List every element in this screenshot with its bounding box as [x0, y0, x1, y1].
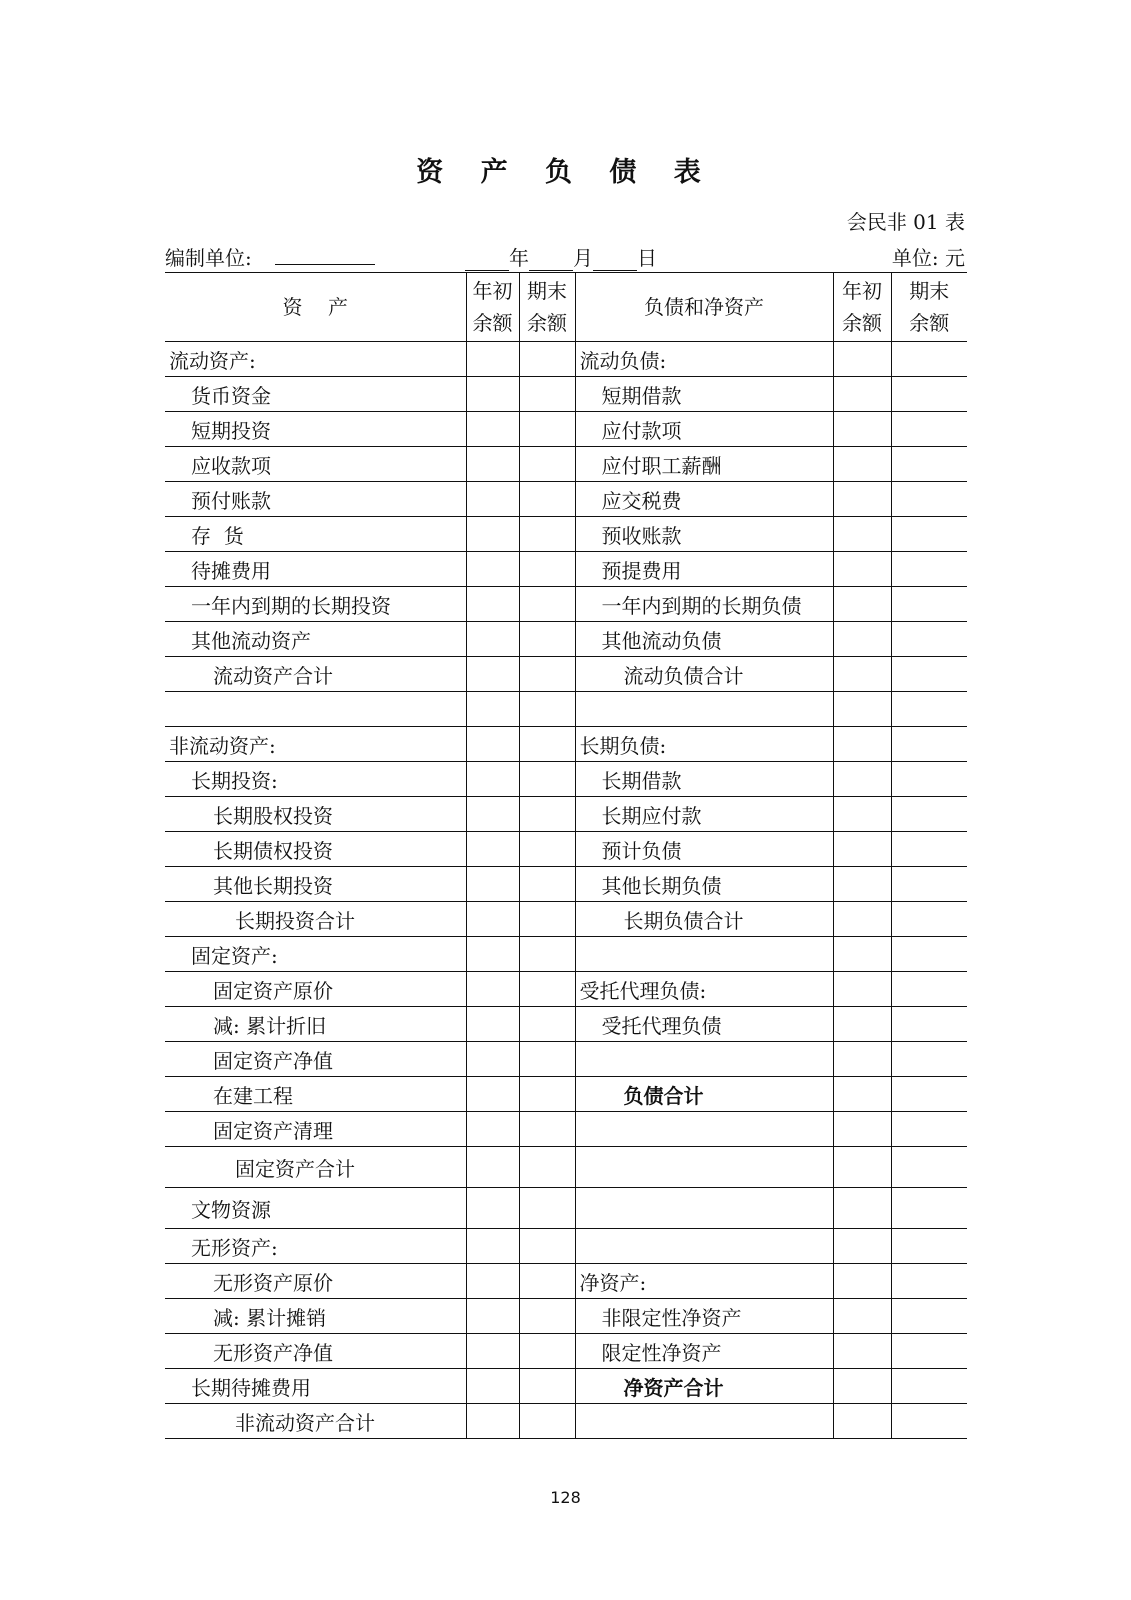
- asset-end-balance-cell[interactable]: [519, 447, 575, 482]
- asset-item-label: 固定资产清理: [165, 1112, 466, 1147]
- reporting-unit-field[interactable]: [275, 242, 375, 265]
- liability-item-label: 净资产合计: [575, 1369, 833, 1404]
- liability-begin-balance-cell[interactable]: [833, 1042, 891, 1077]
- liability-begin-balance-cell[interactable]: [833, 342, 891, 377]
- liability-begin-balance-cell[interactable]: [833, 1077, 891, 1112]
- liability-item-label: 一年内到期的长期负债: [575, 587, 833, 622]
- page-number: 128: [550, 1488, 581, 1507]
- asset-begin-balance-cell[interactable]: [466, 937, 519, 972]
- asset-begin-balance-cell[interactable]: [466, 1188, 519, 1229]
- table-row: [165, 762, 967, 797]
- table-row: [165, 867, 967, 902]
- liability-begin-balance-cell[interactable]: [833, 727, 891, 762]
- table-row: [165, 482, 967, 517]
- asset-item-label: 固定资产:: [165, 937, 466, 972]
- liability-begin-balance-cell[interactable]: [833, 622, 891, 657]
- asset-end-balance-cell[interactable]: [519, 622, 575, 657]
- asset-item-label: 预付账款: [165, 482, 466, 517]
- asset-item-label: 流动资产合计: [165, 657, 466, 692]
- asset-begin-balance-cell[interactable]: [466, 1299, 519, 1334]
- asset-item-label: 文物资源: [165, 1188, 466, 1229]
- liability-begin-balance-cell[interactable]: [833, 657, 891, 692]
- asset-end-balance-cell[interactable]: [519, 1147, 575, 1188]
- asset-item-label: 无形资产原价: [165, 1264, 466, 1299]
- asset-end-balance-cell[interactable]: [519, 1188, 575, 1229]
- asset-begin-balance-cell[interactable]: [466, 1264, 519, 1299]
- asset-begin-balance-cell[interactable]: [466, 972, 519, 1007]
- asset-end-balance-cell[interactable]: [519, 377, 575, 412]
- asset-item-label: 一年内到期的长期投资: [165, 587, 466, 622]
- table-row: [165, 1334, 967, 1369]
- liability-begin-balance-cell[interactable]: [833, 1369, 891, 1404]
- asset-begin-balance-cell[interactable]: [466, 552, 519, 587]
- liability-item-label: 长期负债:: [575, 727, 833, 762]
- table-row: [165, 1147, 967, 1188]
- liability-end-balance-cell[interactable]: [891, 1112, 967, 1147]
- asset-item-label: 长期投资:: [165, 762, 466, 797]
- asset-item-label: 非流动资产:: [165, 727, 466, 762]
- form-number: 会民非 01 表: [846, 210, 965, 234]
- asset-begin-balance-cell[interactable]: [466, 412, 519, 447]
- table-row: [165, 447, 967, 482]
- asset-begin-balance-cell[interactable]: [466, 377, 519, 412]
- asset-item-label: 在建工程: [165, 1077, 466, 1112]
- liability-end-balance-cell[interactable]: [891, 622, 967, 657]
- liability-begin-balance-cell[interactable]: [833, 482, 891, 517]
- table-row: [165, 622, 967, 657]
- liability-item-label: 预提费用: [575, 552, 833, 587]
- table-row: [165, 937, 967, 972]
- liability-end-balance-cell[interactable]: [891, 1299, 967, 1334]
- liability-end-balance-cell[interactable]: [891, 937, 967, 972]
- table-row: [165, 552, 967, 587]
- asset-begin-balance-cell[interactable]: [466, 867, 519, 902]
- asset-end-balance-cell[interactable]: [519, 657, 575, 692]
- liability-end-balance-cell[interactable]: [891, 1147, 967, 1188]
- table-row: [165, 517, 967, 552]
- asset-end-balance-cell[interactable]: [519, 937, 575, 972]
- liability-begin-balance-cell[interactable]: [833, 762, 891, 797]
- liability-end-balance-cell[interactable]: [891, 797, 967, 832]
- liability-begin-balance-cell[interactable]: [833, 902, 891, 937]
- table-row: [165, 902, 967, 937]
- asset-end-balance-cell[interactable]: [519, 517, 575, 552]
- liability-item-label: [575, 1229, 833, 1264]
- asset-end-balance-cell[interactable]: [519, 972, 575, 1007]
- asset-begin-balance-cell[interactable]: [466, 1077, 519, 1112]
- liability-begin-balance-cell[interactable]: [833, 552, 891, 587]
- table-row: [165, 1112, 967, 1147]
- page-title: 资 产 负 债 表: [416, 157, 715, 188]
- asset-begin-balance-cell[interactable]: [466, 762, 519, 797]
- asset-begin-balance-cell[interactable]: [466, 587, 519, 622]
- asset-begin-balance-cell[interactable]: [466, 797, 519, 832]
- liability-item-label: 流动负债:: [575, 342, 833, 377]
- asset-begin-balance-cell[interactable]: [466, 902, 519, 937]
- asset-begin-balance-cell[interactable]: [466, 1112, 519, 1147]
- assets-header: 资 产: [165, 273, 466, 342]
- liability-end-balance-cell[interactable]: [891, 1404, 967, 1439]
- table-row: [165, 1229, 967, 1264]
- liability-begin-balance-cell[interactable]: [833, 587, 891, 622]
- table-row: [165, 797, 967, 832]
- liability-end-balance-cell[interactable]: [891, 762, 967, 797]
- liability-end-balance-cell[interactable]: [891, 867, 967, 902]
- liability-item-label: 受托代理负债: [575, 1007, 833, 1042]
- asset-begin-balance-cell[interactable]: [466, 727, 519, 762]
- table-row: [165, 412, 967, 447]
- liability-end-balance-cell[interactable]: [891, 377, 967, 412]
- asset-begin-balance-cell[interactable]: [466, 692, 519, 727]
- report-date: [465, 242, 657, 271]
- asset-item-label: 无形资产净值: [165, 1334, 466, 1369]
- table-row: [165, 1264, 967, 1299]
- table-row: [165, 1369, 967, 1404]
- liability-begin-balance-cell[interactable]: [833, 1334, 891, 1369]
- liability-end-balance-cell[interactable]: [891, 657, 967, 692]
- table-row: [165, 1042, 967, 1077]
- liability-item-label: [575, 1042, 833, 1077]
- asset-begin-balance-cell[interactable]: [466, 657, 519, 692]
- liability-end-balance-cell[interactable]: [891, 902, 967, 937]
- liability-item-label: 长期应付款: [575, 797, 833, 832]
- asset-end-balance-cell[interactable]: [519, 902, 575, 937]
- table-row: [165, 727, 967, 762]
- asset-item-label: 长期待摊费用: [165, 1369, 466, 1404]
- liability-begin-balance-cell[interactable]: [833, 447, 891, 482]
- table-row: [165, 692, 967, 727]
- liability-end-balance-cell[interactable]: [891, 1042, 967, 1077]
- asset-end-balance-cell[interactable]: [519, 552, 575, 587]
- liability-end-balance-cell[interactable]: [891, 692, 967, 727]
- month-label: 月: [573, 246, 593, 270]
- asset-item-label: 减: 累计折旧: [165, 1007, 466, 1042]
- asset-end-balance-cell[interactable]: [519, 867, 575, 902]
- asset-item-label: 减: 累计摊销: [165, 1299, 466, 1334]
- asset-begin-balance-cell[interactable]: [466, 1229, 519, 1264]
- liability-item-label: 其他长期负债: [575, 867, 833, 902]
- asset-item-label: 长期债权投资: [165, 832, 466, 867]
- liability-begin-balance-cell[interactable]: [833, 517, 891, 552]
- asset-begin-balance-cell[interactable]: [466, 1369, 519, 1404]
- liability-item-label: [575, 1404, 833, 1439]
- liability-item-label: 受托代理负债:: [575, 972, 833, 1007]
- asset-end-balance-cell[interactable]: [519, 832, 575, 867]
- asset-end-balance-cell[interactable]: [519, 762, 575, 797]
- liability-begin-balance-cell[interactable]: [833, 937, 891, 972]
- asset-end-balance-cell[interactable]: [519, 1369, 575, 1404]
- liability-item-label: 非限定性净资产: [575, 1299, 833, 1334]
- liability-begin-balance-cell[interactable]: [833, 1404, 891, 1439]
- liabilities-begin-balance-header: 年初 余额: [833, 273, 891, 342]
- asset-item-label: 长期投资合计: [165, 902, 466, 937]
- liability-end-balance-cell[interactable]: [891, 1077, 967, 1112]
- liability-begin-balance-cell[interactable]: [833, 1229, 891, 1264]
- table-row: [165, 1404, 967, 1439]
- liability-item-label: [575, 1147, 833, 1188]
- asset-item-label: 固定资产净值: [165, 1042, 466, 1077]
- asset-end-balance-cell[interactable]: [519, 482, 575, 517]
- liability-begin-balance-cell[interactable]: [833, 797, 891, 832]
- table-row: [165, 1299, 967, 1334]
- asset-item-label: 无形资产:: [165, 1229, 466, 1264]
- liability-item-label: [575, 1112, 833, 1147]
- asset-begin-balance-cell[interactable]: [466, 517, 519, 552]
- asset-begin-balance-cell[interactable]: [466, 1404, 519, 1439]
- asset-end-balance-cell[interactable]: [519, 727, 575, 762]
- liability-end-balance-cell[interactable]: [891, 342, 967, 377]
- asset-begin-balance-cell[interactable]: [466, 1334, 519, 1369]
- asset-end-balance-cell[interactable]: [519, 1007, 575, 1042]
- table-row: [165, 1188, 967, 1229]
- asset-end-balance-cell[interactable]: [519, 692, 575, 727]
- asset-end-balance-cell[interactable]: [519, 1334, 575, 1369]
- balance-sheet-table: [165, 272, 967, 1439]
- month-field[interactable]: [529, 248, 573, 271]
- asset-end-balance-cell[interactable]: [519, 1042, 575, 1077]
- assets-end-balance-header: 期末 余额: [519, 273, 575, 342]
- table-row: [165, 342, 967, 377]
- table-row: [165, 1007, 967, 1042]
- liability-end-balance-cell[interactable]: [891, 552, 967, 587]
- table-row: [165, 1077, 967, 1112]
- year-field[interactable]: [465, 248, 509, 271]
- liability-begin-balance-cell[interactable]: [833, 972, 891, 1007]
- liability-end-balance-cell[interactable]: [891, 1188, 967, 1229]
- liability-begin-balance-cell[interactable]: [833, 692, 891, 727]
- asset-begin-balance-cell[interactable]: [466, 1042, 519, 1077]
- liability-begin-balance-cell[interactable]: [833, 1188, 891, 1229]
- report-meta: [165, 242, 965, 272]
- liability-end-balance-cell[interactable]: [891, 482, 967, 517]
- liability-end-balance-cell[interactable]: [891, 1264, 967, 1299]
- asset-end-balance-cell[interactable]: [519, 1229, 575, 1264]
- asset-begin-balance-cell[interactable]: [466, 342, 519, 377]
- liability-item-label: 限定性净资产: [575, 1334, 833, 1369]
- liability-end-balance-cell[interactable]: [891, 1369, 967, 1404]
- liabilities-end-balance-header: 期末 余额: [891, 273, 967, 342]
- table-row: [165, 587, 967, 622]
- liability-end-balance-cell[interactable]: [891, 972, 967, 1007]
- liability-item-label: 短期借款: [575, 377, 833, 412]
- table-row: [165, 832, 967, 867]
- asset-item-label: [165, 692, 466, 727]
- asset-item-label: 货币资金: [165, 377, 466, 412]
- liabilities-header: 负债和净资产: [575, 273, 833, 342]
- asset-end-balance-cell[interactable]: [519, 1112, 575, 1147]
- liability-begin-balance-cell[interactable]: [833, 1299, 891, 1334]
- liability-item-label: 其他流动负债: [575, 622, 833, 657]
- liability-begin-balance-cell[interactable]: [833, 1112, 891, 1147]
- liability-end-balance-cell[interactable]: [891, 517, 967, 552]
- asset-end-balance-cell[interactable]: [519, 587, 575, 622]
- asset-end-balance-cell[interactable]: [519, 1077, 575, 1112]
- asset-end-balance-cell[interactable]: [519, 1404, 575, 1439]
- asset-item-label: 待摊费用: [165, 552, 466, 587]
- asset-begin-balance-cell[interactable]: [466, 482, 519, 517]
- day-label: 日: [637, 246, 657, 270]
- asset-item-label: 其他长期投资: [165, 867, 466, 902]
- asset-item-label: 短期投资: [165, 412, 466, 447]
- asset-item-label: 非流动资产合计: [165, 1404, 466, 1439]
- liability-end-balance-cell[interactable]: [891, 727, 967, 762]
- asset-begin-balance-cell[interactable]: [466, 832, 519, 867]
- asset-begin-balance-cell[interactable]: [466, 447, 519, 482]
- assets-begin-balance-header: 年初 余额: [466, 273, 519, 342]
- asset-item-label: 存 货: [165, 517, 466, 552]
- liability-begin-balance-cell[interactable]: [833, 1007, 891, 1042]
- liability-end-balance-cell[interactable]: [891, 587, 967, 622]
- table-row: [165, 972, 967, 1007]
- asset-begin-balance-cell[interactable]: [466, 1147, 519, 1188]
- money-unit: 单位: 元: [891, 246, 965, 270]
- asset-begin-balance-cell[interactable]: [466, 622, 519, 657]
- liability-begin-balance-cell[interactable]: [833, 1147, 891, 1188]
- liability-end-balance-cell[interactable]: [891, 832, 967, 867]
- table-header-row: [165, 273, 967, 342]
- liability-item-label: [575, 1188, 833, 1229]
- liability-begin-balance-cell[interactable]: [833, 867, 891, 902]
- asset-item-label: 其他流动资产: [165, 622, 466, 657]
- asset-item-label: 长期股权投资: [165, 797, 466, 832]
- liability-end-balance-cell[interactable]: [891, 1229, 967, 1264]
- asset-item-label: 固定资产合计: [165, 1147, 466, 1188]
- liability-item-label: 预计负债: [575, 832, 833, 867]
- liability-item-label: 应付款项: [575, 412, 833, 447]
- liability-begin-balance-cell[interactable]: [833, 412, 891, 447]
- liability-item-label: [575, 937, 833, 972]
- liability-item-label: 净资产:: [575, 1264, 833, 1299]
- asset-item-label: 应收款项: [165, 447, 466, 482]
- liability-end-balance-cell[interactable]: [891, 412, 967, 447]
- day-field[interactable]: [593, 248, 637, 271]
- liability-begin-balance-cell[interactable]: [833, 832, 891, 867]
- liability-item-label: 流动负债合计: [575, 657, 833, 692]
- liability-item-label: 长期负债合计: [575, 902, 833, 937]
- liability-item-label: 应付职工薪酬: [575, 447, 833, 482]
- liability-begin-balance-cell[interactable]: [833, 1264, 891, 1299]
- asset-item-label: 流动资产:: [165, 342, 466, 377]
- liability-end-balance-cell[interactable]: [891, 1007, 967, 1042]
- asset-end-balance-cell[interactable]: [519, 1299, 575, 1334]
- liability-item-label: 应交税费: [575, 482, 833, 517]
- year-label: 年: [509, 246, 529, 270]
- asset-item-label: 固定资产原价: [165, 972, 466, 1007]
- liability-item-label: 负债合计: [575, 1077, 833, 1112]
- asset-end-balance-cell[interactable]: [519, 412, 575, 447]
- table-row: [165, 657, 967, 692]
- liability-begin-balance-cell[interactable]: [833, 377, 891, 412]
- asset-end-balance-cell[interactable]: [519, 1264, 575, 1299]
- liability-item-label: 长期借款: [575, 762, 833, 797]
- asset-end-balance-cell[interactable]: [519, 342, 575, 377]
- reporting-unit-label: 编制单位:: [165, 246, 252, 270]
- liability-item-label: 预收账款: [575, 517, 833, 552]
- liability-end-balance-cell[interactable]: [891, 1334, 967, 1369]
- asset-end-balance-cell[interactable]: [519, 797, 575, 832]
- table-row: [165, 377, 967, 412]
- asset-begin-balance-cell[interactable]: [466, 1007, 519, 1042]
- liability-end-balance-cell[interactable]: [891, 447, 967, 482]
- liability-item-label: [575, 692, 833, 727]
